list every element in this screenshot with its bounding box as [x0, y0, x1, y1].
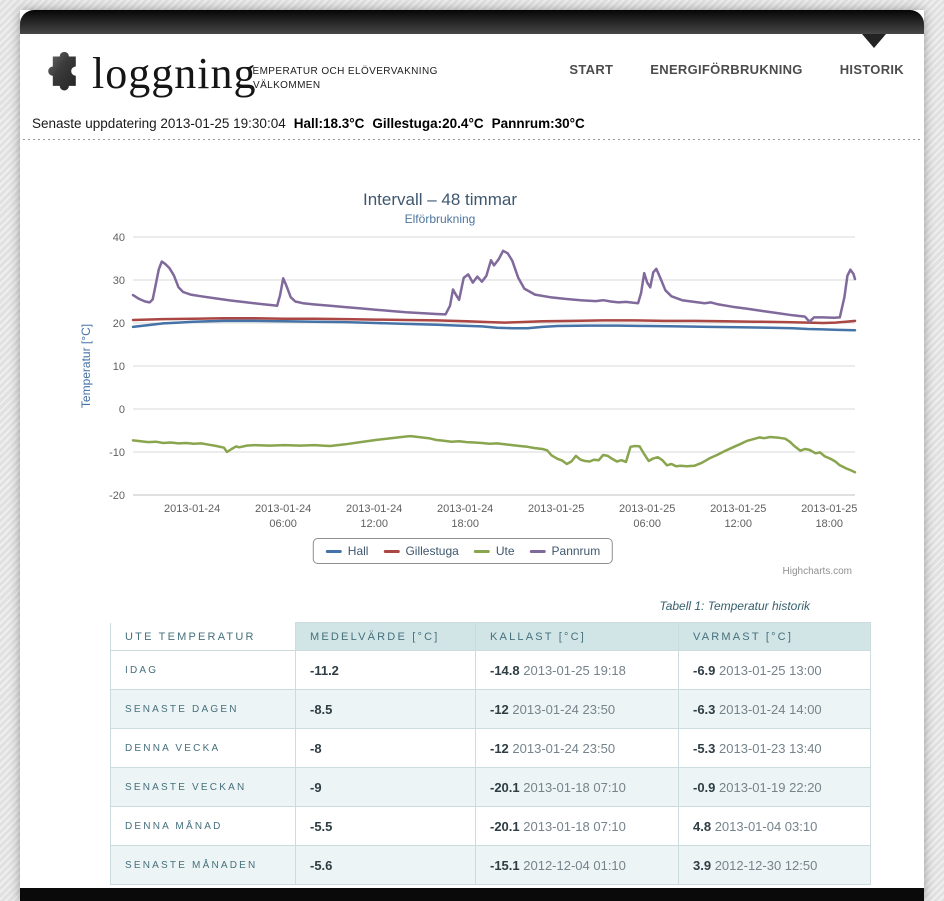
coldest-timestamp: 2013-01-25 19:18 [519, 662, 626, 678]
content-panel [20, 10, 924, 901]
coldest-value: -15.1 [490, 857, 520, 873]
warmest-timestamp: 2013-01-23 13:40 [715, 740, 822, 756]
dashed-divider [23, 139, 921, 140]
legend-item-hall[interactable] [326, 544, 369, 558]
table-head [111, 623, 871, 651]
footer-bar [20, 888, 924, 901]
status-reading: Gillestuga:20.4°C [372, 116, 484, 131]
temperature-chart [20, 185, 924, 540]
period-label-cell: SENASTE MÅNADEN [111, 846, 296, 885]
mean-value: -8 [310, 740, 322, 756]
legend-label: Hall [347, 544, 369, 558]
mean-value: -9 [310, 779, 322, 795]
coldest-value: -14.8 [490, 662, 520, 678]
legend-item-gillestuga[interactable] [383, 544, 458, 558]
coldest-timestamp: 2013-01-24 23:50 [508, 740, 616, 756]
coldest-value: -20.1 [490, 779, 520, 795]
table-body [111, 651, 871, 885]
mean-value-cell [296, 807, 476, 846]
x-tick-label: 2013-01-25 12:00 [710, 503, 767, 530]
status-bar [32, 116, 585, 131]
status-readings [286, 116, 585, 131]
puzzle-logo-icon[interactable] [38, 50, 86, 96]
series-line-pannrum [133, 251, 855, 322]
y-axis-title: Temperatur [°C] [79, 323, 93, 409]
period-label-cell: DENNA MÅNAD [111, 807, 296, 846]
status-reading: Pannrum:30°C [491, 116, 585, 131]
coldest-value: -12 [490, 701, 509, 717]
y-tick-label: 40 [112, 232, 125, 244]
y-tick-label: -20 [109, 490, 125, 502]
warmest-cell [679, 729, 871, 768]
table-row [111, 768, 871, 807]
period-label-cell: IDAG [111, 651, 296, 690]
warmest-value: -6.3 [693, 701, 716, 717]
coldest-timestamp: 2013-01-18 07:10 [519, 818, 626, 834]
nav-item-energiförbrukning[interactable]: ENERGIFÖRBRUKNING [650, 62, 803, 77]
legend-line-swatch [530, 550, 546, 553]
main-nav [569, 62, 904, 77]
table-header-cell: KALLAST [°C] [476, 623, 679, 651]
table-header-cell: UTE TEMPERATUR [111, 623, 296, 651]
warmest-value: 4.8 [693, 818, 712, 834]
x-tick-label: 2013-01-25 [528, 503, 585, 515]
period-label-cell: SENASTE VECKAN [111, 768, 296, 807]
warmest-timestamp: 2013-01-24 14:00 [715, 701, 822, 717]
warmest-cell [679, 846, 871, 885]
status-prefix: Senaste uppdatering 2013-01-25 19:30:04 [32, 116, 286, 131]
mean-value: -5.5 [310, 818, 333, 834]
legend-label: Gillestuga [405, 544, 459, 558]
x-tick-label: 2013-01-24 [164, 503, 221, 515]
warmest-cell [679, 807, 871, 846]
x-tick-label: 2013-01-24 18:00 [437, 503, 494, 530]
x-tick-label: 2013-01-25 18:00 [801, 503, 858, 530]
legend-item-ute[interactable] [474, 544, 515, 558]
legend-line-swatch [383, 550, 399, 553]
chart-subtitle: Elförbrukning [404, 212, 476, 226]
table-row [111, 846, 871, 885]
x-tick-label: 2013-01-25 06:00 [619, 503, 676, 530]
table-row [111, 690, 871, 729]
warmest-cell [679, 651, 871, 690]
site-tagline-line1: TEMPERATUR OCH ELÖVERVAKNING [246, 66, 438, 77]
table-header-cell: MEDELVÄRDE [°C] [296, 623, 476, 651]
site-title[interactable]: loggning [92, 49, 257, 98]
warmest-value: -6.9 [693, 662, 716, 678]
chevron-down-icon [862, 34, 886, 48]
series-line-ute [133, 436, 855, 472]
coldest-cell [476, 690, 679, 729]
table-row [111, 729, 871, 768]
legend-line-swatch [474, 550, 490, 553]
mean-value-cell [296, 690, 476, 729]
temperature-table [110, 622, 871, 885]
legend-label: Pannrum [551, 544, 601, 558]
legend-label: Ute [495, 544, 515, 558]
top-bar [20, 10, 924, 34]
table-caption: Tabell 1: Temperatur historik [659, 599, 810, 613]
warmest-timestamp: 2012-12-30 12:50 [711, 857, 818, 873]
mean-value: -8.5 [310, 701, 333, 717]
warmest-timestamp: 2013-01-25 13:00 [715, 662, 822, 678]
y-tick-label: 0 [118, 404, 125, 416]
y-tick-label: 30 [112, 275, 125, 287]
x-tick-label: 2013-01-24 06:00 [255, 503, 312, 530]
legend-item-pannrum[interactable] [530, 544, 601, 558]
warmest-value: -0.9 [693, 779, 716, 795]
warmest-timestamp: 2013-01-19 22:20 [715, 779, 822, 795]
y-tick-label: 20 [112, 318, 125, 330]
y-tick-label: 10 [112, 361, 125, 373]
coldest-timestamp: 2013-01-24 23:50 [508, 701, 616, 717]
coldest-timestamp: 2012-12-04 01:10 [519, 857, 626, 873]
coldest-cell [476, 651, 679, 690]
mean-value-cell [296, 729, 476, 768]
mean-value: -11.2 [310, 662, 339, 678]
period-label-cell: DENNA VECKA [111, 729, 296, 768]
warmest-timestamp: 2013-01-04 03:10 [711, 818, 818, 834]
nav-item-historik[interactable]: HISTORIK [839, 62, 904, 77]
coldest-value: -12 [490, 740, 509, 756]
table-header-row [111, 623, 871, 651]
table-header-cell: VARMAST [°C] [679, 623, 871, 651]
site-tagline-line2: VÄLKOMMEN [253, 80, 321, 91]
legend-line-swatch [326, 550, 342, 553]
chart-legend [313, 538, 613, 564]
warmest-value: -5.3 [693, 740, 716, 756]
status-reading: Hall:18.3°C [293, 116, 365, 131]
chart-title: Intervall – 48 timmar [363, 190, 517, 209]
period-label-cell: SENASTE DAGEN [111, 690, 296, 729]
warmest-value: 3.9 [693, 857, 712, 873]
coldest-cell [476, 729, 679, 768]
y-tick-label: -10 [109, 447, 125, 459]
coldest-value: -20.1 [490, 818, 520, 834]
nav-item-start[interactable]: START [569, 62, 614, 77]
coldest-cell [476, 768, 679, 807]
mean-value-cell [296, 651, 476, 690]
table-row [111, 807, 871, 846]
table-row [111, 651, 871, 690]
coldest-cell [476, 846, 679, 885]
highcharts-credits-link[interactable]: Highcharts.com [782, 566, 852, 577]
warmest-cell [679, 690, 871, 729]
warmest-cell [679, 768, 871, 807]
x-tick-label: 2013-01-24 12:00 [346, 503, 403, 530]
coldest-cell [476, 807, 679, 846]
mean-value: -5.6 [310, 857, 333, 873]
mean-value-cell [296, 846, 476, 885]
coldest-timestamp: 2013-01-18 07:10 [519, 779, 626, 795]
mean-value-cell [296, 768, 476, 807]
